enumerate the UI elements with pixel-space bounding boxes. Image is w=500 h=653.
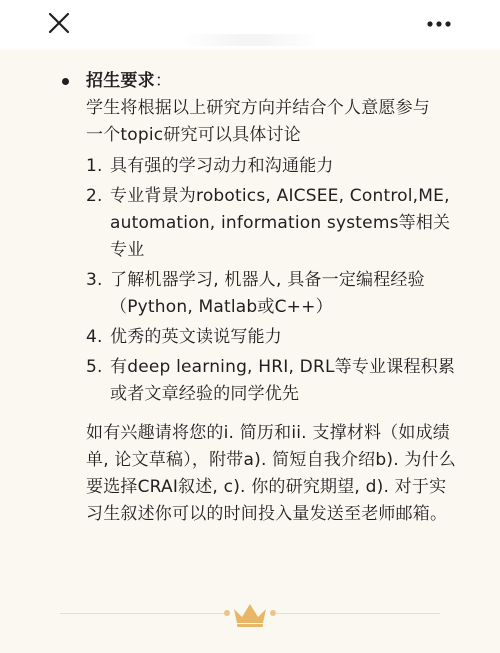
footer-divider-left bbox=[60, 613, 225, 614]
closing-paragraph: 如有兴趣请将您的i. 简历和ii. 支撑材料（如成绩单, 论文草稿），附带a). 简短自我介绍b). 为什么要选择CRAI叙述, c). 你的研究期望, d). 对于实习生叙述你可以的时间投入量发送至老师邮箱。 bbox=[86, 423, 456, 524]
list-item-number: 3. bbox=[86, 270, 103, 290]
top-bar bbox=[0, 0, 500, 50]
post-content bbox=[60, 68, 460, 528]
intro-line-2: 一个topic研究可以具体讨论 bbox=[86, 125, 301, 145]
list-item-number: 2. bbox=[86, 186, 103, 206]
intro-line-1: 学生将根据以上研究方向并结合个人意愿参与 bbox=[86, 98, 430, 118]
list-item bbox=[60, 267, 460, 321]
requirements-list bbox=[60, 153, 460, 408]
close-icon bbox=[46, 10, 72, 36]
section-heading-colon: ： bbox=[154, 71, 173, 91]
bullet-dot bbox=[62, 78, 69, 85]
list-item-text: 有deep learning, HRI, DRL等专业课程积累或者文章经验的同学优先 bbox=[110, 357, 456, 404]
faded-title-strip bbox=[180, 34, 320, 46]
list-item-number: 4. bbox=[86, 327, 103, 347]
list-item-text: 了解机器学习, 机器人, 具备一定编程经验（Python, Matlab或C++） bbox=[110, 270, 425, 317]
section-heading: 招生要求 bbox=[86, 71, 155, 91]
list-item bbox=[60, 354, 460, 408]
section-requirements bbox=[60, 68, 460, 149]
list-item-number: 5. bbox=[86, 357, 103, 377]
list-item-text: 具有强的学习动力和沟通能力 bbox=[110, 156, 334, 176]
close-button[interactable] bbox=[46, 10, 72, 36]
list-item bbox=[60, 324, 460, 351]
more-icon bbox=[424, 14, 454, 34]
list-item-number: 1. bbox=[86, 156, 103, 176]
list-item-text: 专业背景为robotics, AICSEE, Control,ME, automation, information systems等相关专业 bbox=[110, 186, 451, 260]
more-options-button[interactable] bbox=[424, 14, 454, 34]
footer-divider-right bbox=[275, 613, 440, 614]
list-item bbox=[60, 153, 460, 180]
list-item bbox=[60, 183, 460, 264]
crown-icon bbox=[229, 599, 271, 629]
list-item-text: 优秀的英文读说写能力 bbox=[110, 327, 282, 347]
